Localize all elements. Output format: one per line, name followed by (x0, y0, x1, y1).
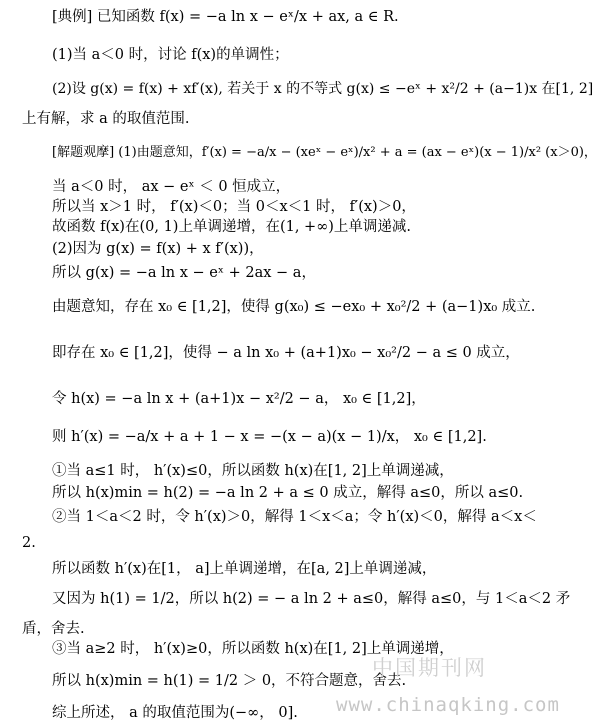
text-line-22: ③当 a≥2 时， h′(x)≥0，所以函数 h(x)在[1, 2]上单调递增， (52, 641, 454, 657)
text-line-9: (2)因为 g(x) = f(x) + x f′(x))， (52, 241, 264, 257)
text-line-10: 所以 g(x) = −a ln x − eˣ + 2ax − a， (52, 265, 316, 281)
text-line-2: (1)当 a＜0 时，讨论 f(x)的单调性； (52, 47, 289, 63)
text-line-19: 所以函数 h′(x)在[1， a]上单调递增，在[a, 2]上单调递减， (52, 561, 437, 577)
watermark-url: www.chinaqking.com (336, 694, 560, 716)
text-line-1: [典例] 已知函数 f(x) = −a ln x − eˣ/x + ax, a ∈ R. (52, 9, 399, 25)
text-line-24: 综上所述， a 的取值范围为(−∞， 0]. (52, 705, 298, 721)
text-line-8: 故函数 f(x)在(0, 1)上单调递增，在(1, +∞)上单调递减. (52, 219, 412, 235)
text-line-20: 又因为 h(1) = 1/2，所以 h(2) = − a ln 2 + a≤0，解得 a≤0，与 1＜a＜2 矛 (52, 591, 571, 607)
text-line-16: 所以 h(x)min = h(2) = −a ln 2 + a ≤ 0 成立，解得 a≤0，所以 a≤0. (52, 485, 524, 501)
text-line-3: (2)设 g(x) = f(x) + xf′(x), 若关于 x 的不等式 g(x) ≤ −eˣ + x²/2 + (a−1)x 在[1, 2] (52, 81, 594, 97)
watermark-text: 中国期刊网 (372, 656, 487, 680)
text-line-15: ①当 a≤1 时， h′(x)≤0，所以函数 h(x)在[1, 2]上单调递减， (52, 463, 454, 479)
text-line-13: 令 h(x) = −a ln x + (a+1)x − x²/2 − a， x₀ ∈ [1,2]， (52, 391, 426, 407)
text-line-17: ②当 1＜a＜2 时，令 h′(x)＞0，解得 1＜x＜a；令 h′(x)＜0，解得 a＜x＜ (52, 509, 537, 525)
text-line-11: 由题意知，存在 x₀ ∈ [1,2]，使得 g(x₀) ≤ −ex₀ + x₀²/2 + (a−1)x₀ 成立. (52, 299, 536, 315)
text-line-14: 则 h′(x) = −a/x + a + 1 − x = −(x − a)(x − 1)/x， x₀ ∈ [1,2]. (52, 429, 487, 445)
text-line-18: 2. (22, 535, 36, 551)
text-line-7: 所以当 x＞1 时， f′(x)＜0；当 0＜x＜1 时， f′(x)＞0， (52, 199, 416, 215)
text-line-12: 即存在 x₀ ∈ [1,2]，使得 − a ln x₀ + (a+1)x₀ − x₀²/2 − a ≤ 0 成立， (52, 345, 520, 361)
text-line-4: 上有解，求 a 的取值范围. (22, 111, 190, 127)
text-line-6: 当 a＜0 时， ax − eˣ ＜ 0 恒成立， (52, 179, 291, 195)
text-line-23: 所以 h(x)min = h(1) = 1/2 ＞ 0，不符合题意，舍去. (52, 673, 407, 689)
text-line-5: [解题观摩] (1)由题意知，f′(x) = −a/x − (xeˣ − eˣ)/x² + a = (ax − eˣ)(x − 1)/x² (x＞0)， (52, 145, 597, 160)
text-line-21: 盾，舍去. (22, 621, 85, 637)
